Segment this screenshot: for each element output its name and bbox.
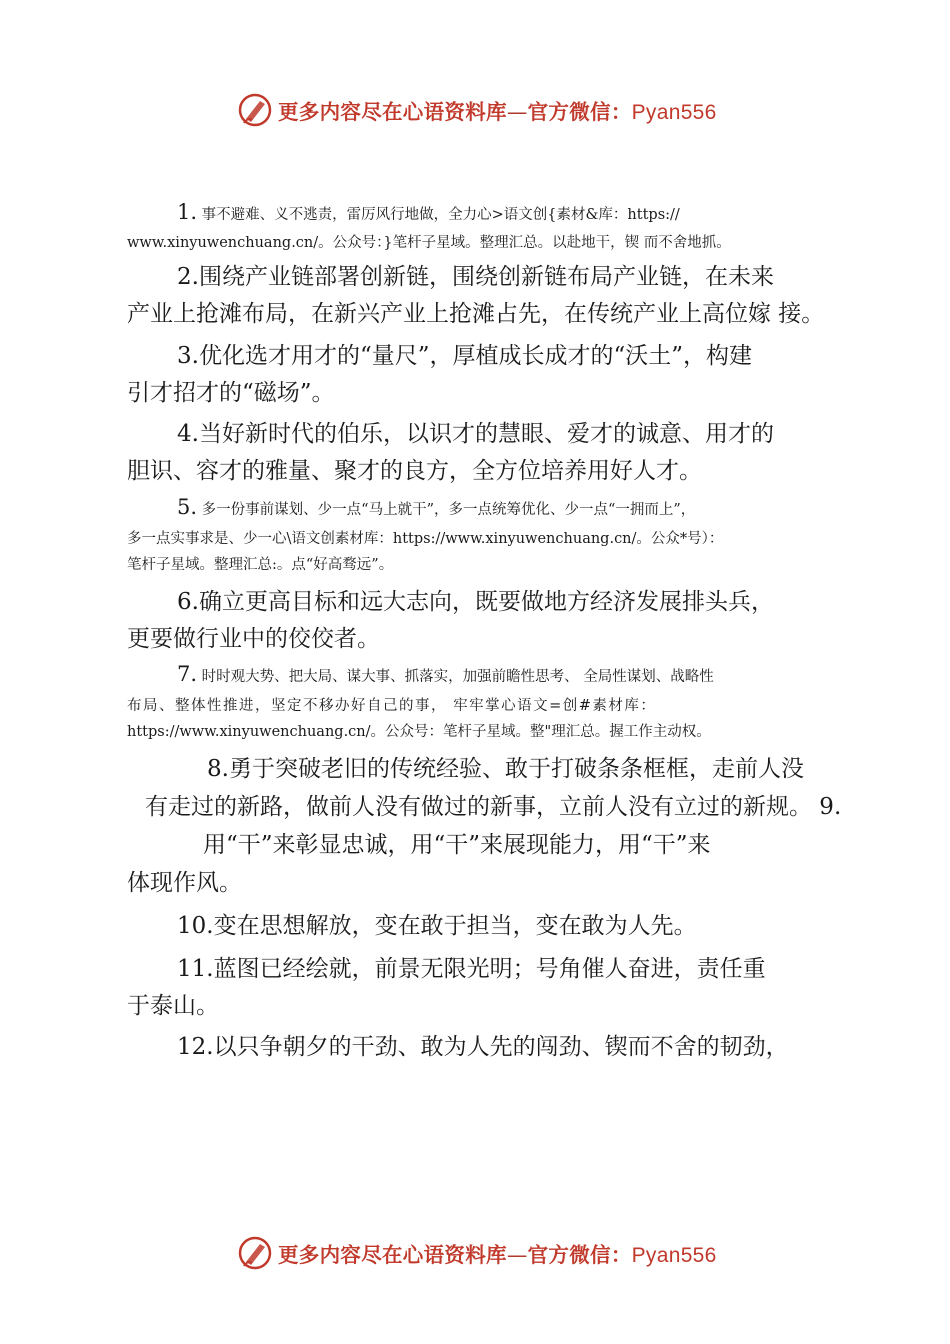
watermark-main-text: 更多内容尽在心语资料库 <box>278 1243 507 1267</box>
item-8-line-1: 8.勇于突破老旧的传统经验、敢于打破条条框框，走前人没 <box>207 756 804 782</box>
item-4-line-1: 4.当好新时代的伯乐，以识才的慧眼、爱才的诚意、用才的 <box>177 421 774 447</box>
item-9-line-2: 体现作风。 <box>127 870 242 896</box>
watermark-official-label: 官方微信： <box>527 100 632 124</box>
item-6-line-1: 6.确立更高目标和远大志向，既要做地方经济发展排头兵， <box>177 589 774 615</box>
item-1-line-2: www.xinyuwenchuang.cn/。公众号：}笔杆子星域。整理汇总。以赴地干，锲 而不舍地抓。 <box>127 235 731 251</box>
item-2-line-2: 产业上抢滩布局，在新兴产业上抢滩占先，在传统产业上高位嫁 接。 <box>127 301 825 327</box>
footer-watermark-text <box>278 1238 717 1268</box>
pen-logo-icon <box>236 1234 274 1272</box>
watermark-main-text: 更多内容尽在心语资料库 <box>278 100 507 124</box>
item-7-line-2: 布局、整体性推进，坚定不移办好自己的事， 牢牢掌心语文=创#素材库： <box>127 698 657 714</box>
item-11-line-2: 于泰山。 <box>127 993 219 1019</box>
item-11-line-1: 11.蓝图已经绘就，前景无限光明；号角催人奋进，责任重 <box>177 956 766 982</box>
item-2-line-1: 2.围绕产业链部署创新链，围绕创新链布局产业链，在未来 <box>177 264 774 290</box>
item-3-line-1: 3.优化选才用才的“量尺”，厚植成长成才的“沃土”，构建 <box>177 343 752 369</box>
watermark-wechat-id: Pyan556 <box>631 101 717 124</box>
footer-watermark <box>0 1228 950 1278</box>
watermark-separator: — <box>506 100 528 124</box>
item-5-line-3: 笔杆子星域。整理汇总:。点“好高骛远”。 <box>127 557 394 573</box>
item-5-line-1: 5. 多一份事前谋划、少一点“马上就干”，多一点统筹优化、少一点“一拥而上”， <box>177 495 696 519</box>
item-3-line-2: 引才招才的“磁场”。 <box>127 380 335 406</box>
item-7-line-1: 7. 时时观大势、把大局、谋大事、抓落实，加强前瞻性思考、 全局性谋划、战略性 <box>177 662 714 686</box>
item-8-line-2: 有走过的新路，做前人没有做过的新事，立前人没有立过的新规。 9. <box>145 794 842 820</box>
watermark-wechat-id: Pyan556 <box>631 1244 717 1267</box>
item-4-line-2: 胆识、容才的雅量、聚才的良方，全方位培养用好人才。 <box>127 458 702 484</box>
item-6-line-2: 更要做行业中的佼佼者。 <box>127 626 380 652</box>
item-12-line-1: 12.以只争朝夕的干劲、敢为人先的闯劲、锲而不舍的韧劲， <box>177 1034 789 1060</box>
watermark-official-label: 官方微信： <box>527 1243 632 1267</box>
item-9-line-1: 用“干”来彰显忠诚，用“干”来展现能力，用“干”来 <box>203 832 711 858</box>
item-5-line-2: 多一点实事求是、少一心\语文创素材库：https://www.xinyuwenchuang.cn/。公众*号）： <box>127 531 724 547</box>
item-1-line-1: 1. 事不避难、义不逃责，雷厉风行地做，全力心>语文创{素材&库：https:// <box>177 200 680 224</box>
watermark-separator: — <box>506 1243 528 1267</box>
item-7-line-3: https://www.xinyuwenchuang.cn/。公众号：笔杆子星域。整"理汇总。握工作主动权。 <box>127 724 711 740</box>
item-10-line-1: 10.变在思想解放，变在敢于担当，变在敢为人先。 <box>177 913 697 939</box>
